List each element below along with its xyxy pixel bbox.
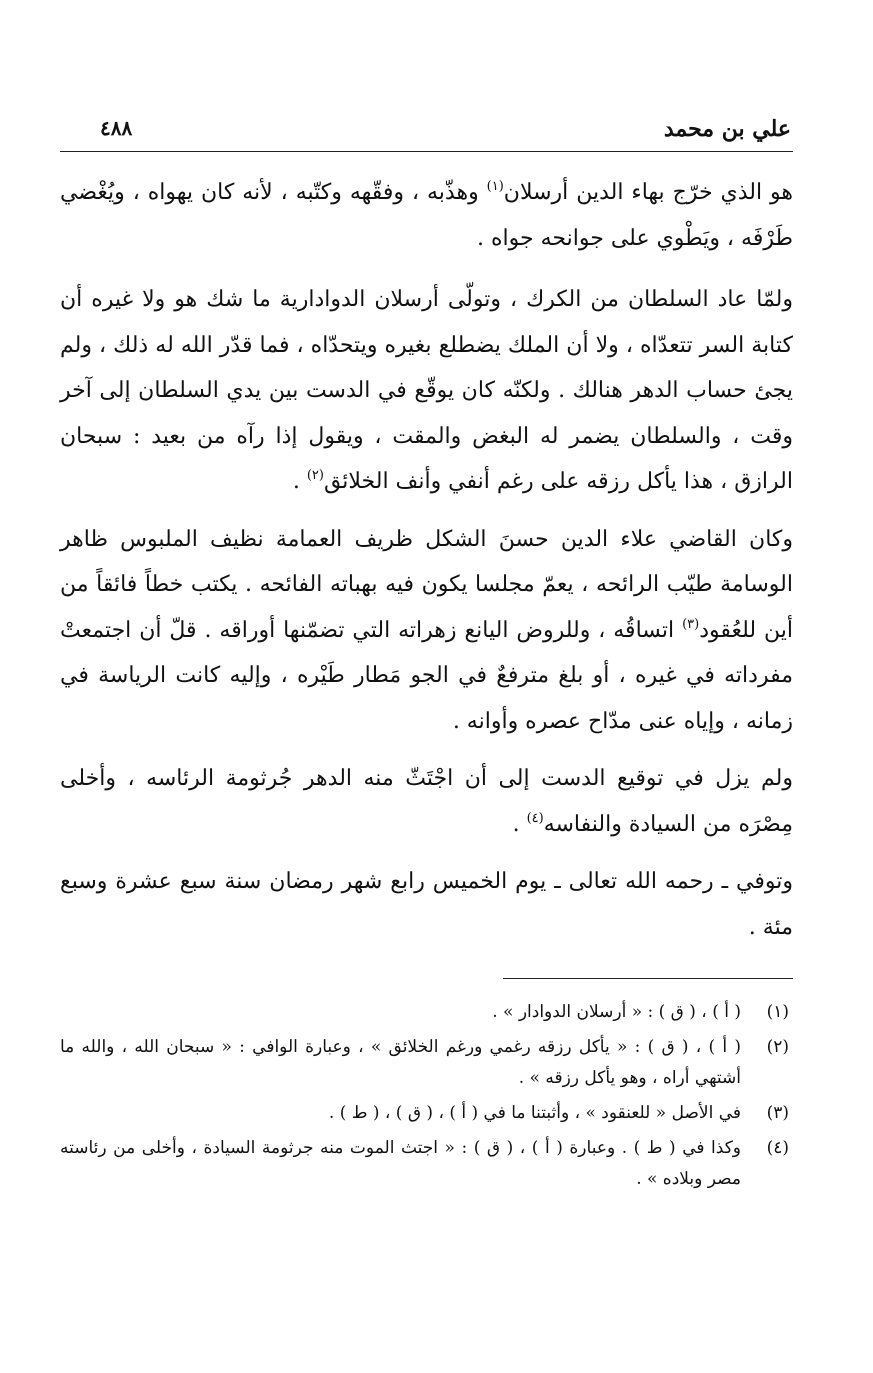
paragraph-text: هو الذي خرّج بهاء الدين أرسلان bbox=[503, 180, 794, 205]
paragraph bbox=[60, 517, 793, 745]
paragraph-text: ولم يزل في توقيع الدست إلى أن اجْتَثّ منه الدهر جُرثومة الرئاسه ، وأخلى مِصْرَه من السيادة والنفاسه bbox=[60, 766, 793, 837]
paragraph-text: وهذّبه ، وفقّهه وكتّبه ، لأنه كان يهواه ، ويُغْضي طَرْفَه ، ويَطْوي على جوانحه جواه . bbox=[60, 180, 793, 251]
paragraph bbox=[60, 756, 793, 847]
footnote bbox=[60, 1032, 793, 1094]
footnote-number: (٣) bbox=[766, 1103, 789, 1123]
header-divider bbox=[60, 151, 793, 152]
running-title: علي بن محمد bbox=[663, 116, 791, 142]
paragraph-text: وتوفي ـ رحمه الله تعالى ـ يوم الخميس رابع شهر رمضان سنة سبع عشرة وسبع مئة . bbox=[60, 869, 793, 940]
paragraph-text: وكان القاضي علاء الدين حسنَ الشكل ظريف العمامة نظيف الملبوس ظاهر الوسامة طيّب الرائحه ، يعمّ مجلسا يكون فيه بهباته الفائحه . يكتب خطاً فائقاً من أين للعُقود bbox=[60, 526, 793, 643]
paragraph-text: اتساقُه ، وللروض اليانع زهراته التي تضمّنها أوراقه . قلّ أن اجتمعتْ مفرداته في غيره ، أو بلغ مترفعٌ في الجو مَطار طَيْره ، وإليه كانت الرياسة في زمانه ، وإياه عنى مدّاح عصره وأوانه . bbox=[60, 617, 793, 734]
paragraph-text: . bbox=[512, 811, 527, 837]
footnotes bbox=[60, 997, 793, 1199]
paragraph bbox=[60, 859, 793, 950]
paragraph bbox=[60, 277, 793, 505]
footnote bbox=[60, 1133, 793, 1195]
footnote-ref: (٢) bbox=[306, 468, 324, 483]
footnote-divider bbox=[503, 978, 793, 979]
paragraph bbox=[60, 170, 793, 261]
footnote-ref: (٣) bbox=[682, 616, 700, 632]
footnote-number: (٢) bbox=[766, 1037, 789, 1057]
footnote-number: (٤) bbox=[766, 1138, 789, 1158]
footnote-number: (١) bbox=[766, 1002, 789, 1022]
footnote-ref: (١) bbox=[486, 179, 504, 194]
paragraph-text: ولمّا عاد السلطان من الكرك ، وتولّى أرسلان الدوادارية ما شك هو ولا غيره أن كتابة السر تتعدّاه ، ولا أن الملك يضطلع بغيره ويتحدّاه ، فما قدّر الله له ذلك ، ولم يجئ حساب الدهر هنالك . ولكنّه كان يوقّع في الدست بين يدي السلطان إلى آخر وقت ، والسلطان يضمر له البغض والمقت ، ويقول إذا رآه من بعيد : سبحان الرازق ، هذا يأكل رزقه على رغم أنفي وأنف الخلائق bbox=[60, 287, 793, 494]
footnote-text: في الأصل « للعنقود » ، وأثبتنا ما في ( أ ) ، ( ق ) ، ( ط ) . bbox=[328, 1103, 741, 1123]
footnote-ref: (٤) bbox=[526, 810, 544, 826]
paragraph-text: . bbox=[292, 469, 307, 494]
footnote-text: ( أ ) ، ( ق ) : « أرسلان الدوادار » . bbox=[492, 1002, 741, 1022]
footnote bbox=[60, 997, 793, 1028]
page-number: ٤٨٨ bbox=[100, 116, 133, 140]
main-text bbox=[60, 170, 793, 962]
footnote-text: ( أ ) ، ( ق ) : « يأكل رزقه رغمي ورغم الخلائق » ، وعبارة الوافي : « سبحان الله ، والله ما أشتهي أراه ، وهو يأكل رزقه » . bbox=[60, 1037, 741, 1088]
footnote bbox=[60, 1098, 793, 1129]
footnote-text: وكذا في ( ط ) . وعبارة ( أ ) ، ( ق ) : « اجتث الموت منه جرثومة السيادة ، وأخلى من رئاسته مصر وبلاده » . bbox=[60, 1138, 741, 1189]
running-header bbox=[60, 112, 793, 152]
